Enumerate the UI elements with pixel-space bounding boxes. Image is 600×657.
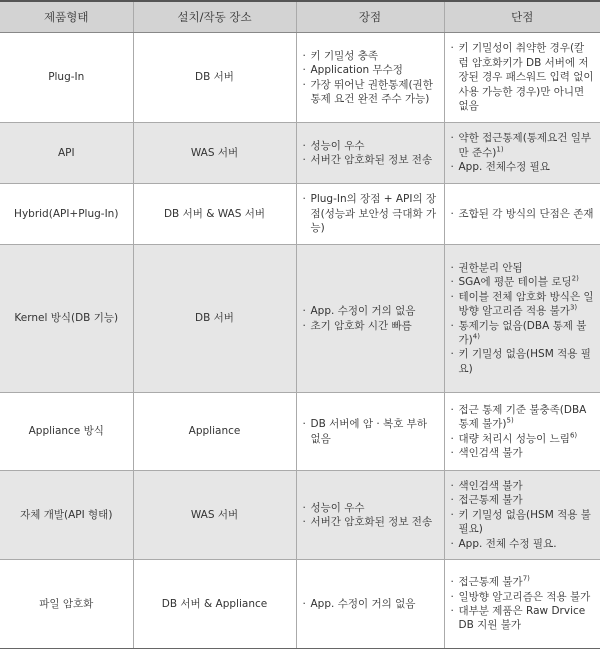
table-row: [0, 393, 600, 471]
header-location: 설치/작동 장소: [133, 1, 296, 33]
cell-cons: [444, 471, 600, 560]
header-pros: 장점: [296, 1, 444, 33]
cell-location: DB 서버: [133, 33, 296, 123]
table-row: [0, 184, 600, 245]
list-item: · 색인검색 불가: [459, 446, 595, 460]
list-item: · 테이블 전체 암호화 방식은 일방향 알고리즘 적용 불가$^{3)}$: [459, 290, 595, 319]
footnote-marker: 7): [522, 574, 530, 583]
cell-type: Kernel 방식(DB 기능): [0, 245, 133, 393]
cell-location: DB 서버 & WAS 서버: [133, 184, 296, 245]
footnote-marker: 2): [571, 274, 579, 283]
list-item: · Application 무수정: [311, 63, 438, 77]
list-item: · 성능이 우수: [311, 501, 438, 515]
list-item: · App. 수정이 거의 없음: [311, 597, 438, 611]
cell-type: Hybrid(API+Plug-In): [0, 184, 133, 245]
cell-pros: [296, 245, 444, 393]
footnote-marker: 4): [472, 332, 480, 341]
list-item: · 접근 통제 기준 불충족(DBA 통제 불가)$^{5)}$: [459, 403, 595, 432]
cell-pros: [296, 560, 444, 649]
cell-cons: [444, 123, 600, 184]
list-item: · 대부분 제품은 Raw Drvice DB 지원 불가: [459, 604, 595, 633]
table-row: [0, 560, 600, 649]
footnote-marker: 3): [569, 303, 578, 312]
cell-cons: [444, 184, 600, 245]
list-item: · SGA에 평문 테이블 로딩$^{2)}$: [459, 275, 595, 289]
list-item: · 권한분리 안됨: [459, 261, 595, 275]
list-item: · 가장 뛰어난 권한통제(권한 통제 요건 완전 주수 가능): [311, 78, 438, 107]
cell-type: Plug-In: [0, 33, 133, 123]
cell-location: DB 서버 & Appliance: [133, 560, 296, 649]
header-row: [0, 1, 600, 33]
footnote-marker: 1): [496, 145, 504, 154]
table-row: [0, 471, 600, 560]
header-product-type: 제품형태: [0, 1, 133, 33]
list-item: · 약한 접근통제(통제요건 일부만 준수)$^{1)}$: [459, 131, 595, 160]
cell-pros: [296, 123, 444, 184]
list-item: · 초기 암호화 시간 빠름: [311, 319, 438, 333]
cell-cons: [444, 393, 600, 471]
list-item: · 일방향 알고리즘은 적용 불가: [459, 590, 595, 604]
table-row: [0, 33, 600, 123]
list-item: · 키 기밀성 없음(HSM 적용 필요): [459, 347, 595, 376]
cell-cons: [444, 560, 600, 649]
list-item: · 키 기밀성 없음(HSM 적용 불필요): [459, 508, 595, 537]
cell-type: 자체 개발(API 형태): [0, 471, 133, 560]
list-item: · App. 전체수정 필요: [459, 160, 595, 174]
list-item: · 조합된 각 방식의 단점은 존재: [459, 207, 595, 221]
list-item: · 키 기밀성이 취약한 경우(칼럼 암호화키가 DB 서버에 저장된 경우 패스워드 입력 없이 사용 가능한 경우)만 아니면 없음: [459, 41, 595, 113]
list-item: · App. 수정이 거의 없음: [311, 304, 438, 318]
list-item: · App. 전체 수정 필요.: [459, 537, 595, 551]
list-item: · 키 기밀성 충족: [311, 49, 438, 63]
cell-cons: [444, 245, 600, 393]
cell-type: Appliance 방식: [0, 393, 133, 471]
cell-location: WAS 서버: [133, 123, 296, 184]
cell-pros: [296, 184, 444, 245]
cell-location: DB 서버: [133, 245, 296, 393]
list-item: · 색인검색 불가: [459, 479, 595, 493]
table-row: [0, 245, 600, 393]
cell-type: 파일 암호화: [0, 560, 133, 649]
list-item: · DB 서버에 암 · 복호 부하 없음: [311, 417, 438, 446]
list-item: · 대량 처리시 성능이 느림$^{6)}$: [459, 432, 595, 446]
list-item: · 성능이 우수: [311, 139, 438, 153]
cell-location: WAS 서버: [133, 471, 296, 560]
list-item: · 접근통제 불가$^{7)}$: [459, 575, 595, 589]
cell-type: API: [0, 123, 133, 184]
list-item: · 서버간 암호화된 정보 전송: [311, 515, 438, 529]
cell-location: Appliance: [133, 393, 296, 471]
list-item: · 접근통제 불가: [459, 493, 595, 507]
cell-cons: [444, 33, 600, 123]
list-item: · Plug-In의 장점 + API의 장점(성능과 보안성 극대화 가능): [311, 192, 438, 235]
table-row: [0, 123, 600, 184]
header-cons: 단점: [444, 1, 600, 33]
cell-pros: [296, 33, 444, 123]
footnote-marker: 5): [506, 416, 514, 425]
footnote-marker: 6): [569, 431, 578, 439]
cell-pros: [296, 471, 444, 560]
cell-pros: [296, 393, 444, 471]
list-item: · 서버간 암호화된 정보 전송: [311, 153, 438, 167]
list-item: · 통제기능 없음(DBA 통제 불가)$^{4)}$: [459, 319, 595, 348]
